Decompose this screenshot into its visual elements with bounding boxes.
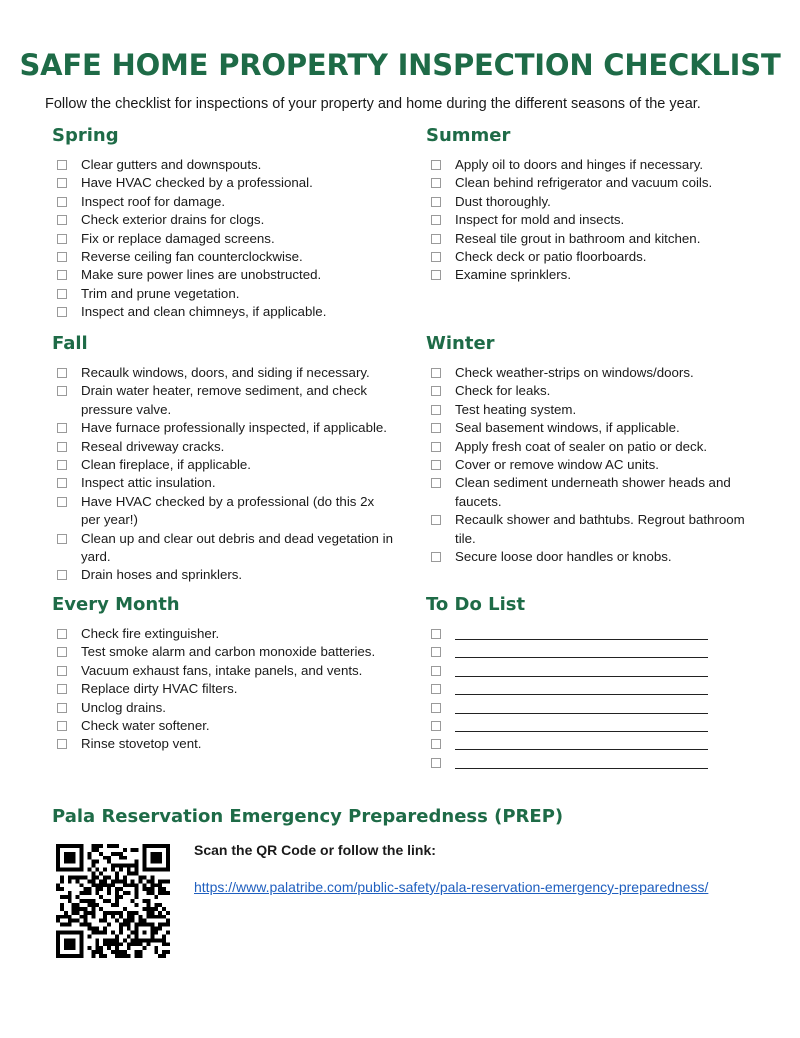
checkbox[interactable] xyxy=(57,270,67,280)
todo-blank-line[interactable] xyxy=(455,657,708,658)
checkbox[interactable] xyxy=(57,497,67,507)
checklist-item xyxy=(52,699,402,717)
checklist-item-label: Recaulk windows, doors, and siding if necessary. xyxy=(81,365,370,380)
qr-code xyxy=(56,844,170,958)
checkbox[interactable] xyxy=(431,405,441,415)
checklist-every-month xyxy=(52,625,402,754)
checkbox[interactable] xyxy=(431,178,441,188)
checkbox[interactable] xyxy=(57,289,67,299)
prep-title: Pala Reservation Emergency Preparedness (PREP) xyxy=(52,806,564,827)
checklist-item xyxy=(426,156,776,174)
checklist-item-label: Have HVAC checked by a professional. xyxy=(81,175,313,191)
checkbox[interactable] xyxy=(431,460,441,470)
checklist-summer xyxy=(426,156,776,285)
checklist-item xyxy=(52,530,397,567)
checkbox[interactable] xyxy=(57,197,67,207)
checkbox[interactable] xyxy=(431,684,441,694)
intro-text: Follow the checklist for inspections of your property and home during the different seasons of the year. xyxy=(45,96,701,112)
checkbox[interactable] xyxy=(431,270,441,280)
checklist-item xyxy=(426,474,766,511)
checklist-item-label: Trim and prune vegetation. xyxy=(81,285,240,301)
checklist-item-label: Unclog drains. xyxy=(81,699,166,715)
checklist-item xyxy=(52,156,402,174)
checkbox[interactable] xyxy=(431,442,441,452)
checklist-item-label: Test smoke alarm and carbon monoxide batteries. xyxy=(81,644,376,660)
checklist-item-label: Secure loose door handles or knobs. xyxy=(455,549,672,565)
checklist-item xyxy=(52,438,397,456)
todo-blank-line[interactable] xyxy=(455,731,708,732)
checkbox[interactable] xyxy=(57,386,67,396)
checklist-item xyxy=(52,303,402,321)
checklist-item xyxy=(426,174,776,192)
checkbox[interactable] xyxy=(57,647,67,657)
checklist-item xyxy=(52,735,402,753)
checkbox[interactable] xyxy=(57,739,67,749)
checklist-spring xyxy=(52,156,402,322)
checklist-item-label: Rinse stovetop vent. xyxy=(81,736,202,752)
checkbox[interactable] xyxy=(57,570,67,580)
checklist-item-label: Replace dirty HVAC filters. xyxy=(81,681,238,697)
checkbox[interactable] xyxy=(431,197,441,207)
checkbox[interactable] xyxy=(431,552,441,562)
checkbox[interactable] xyxy=(57,252,67,262)
checklist-item-label: Clear gutters and downspouts. xyxy=(81,157,262,172)
section-title-winter: Winter xyxy=(426,333,495,354)
checklist-item xyxy=(52,211,402,229)
todo-blank-line[interactable] xyxy=(455,749,708,750)
checklist-item xyxy=(426,230,776,248)
todo-blank-line[interactable] xyxy=(455,676,708,677)
section-title-summer: Summer xyxy=(426,125,511,146)
checkbox[interactable] xyxy=(57,307,67,317)
checkbox[interactable] xyxy=(57,684,67,694)
checkbox[interactable] xyxy=(431,721,441,731)
checkbox[interactable] xyxy=(431,386,441,396)
checklist-item-label: Have furnace professionally inspected, if applicable. xyxy=(81,420,388,436)
checklist-item xyxy=(52,474,397,492)
todo-item xyxy=(426,699,776,717)
checkbox[interactable] xyxy=(57,534,67,544)
todo-item xyxy=(426,754,776,772)
checklist-item xyxy=(426,438,766,456)
checklist-item xyxy=(52,566,397,584)
checklist-item-label: Examine sprinklers. xyxy=(455,267,572,283)
checkbox[interactable] xyxy=(57,666,67,676)
checkbox[interactable] xyxy=(57,215,67,225)
checkbox[interactable] xyxy=(431,234,441,244)
checkbox[interactable] xyxy=(431,629,441,639)
checklist-item xyxy=(52,285,402,303)
checkbox[interactable] xyxy=(57,178,67,188)
checkbox[interactable] xyxy=(431,739,441,749)
checklist-item-label: Check fire extinguisher. xyxy=(81,626,220,641)
checklist-item-label: Dust thoroughly. xyxy=(455,193,551,209)
checklist-item-label: Check water softener. xyxy=(81,718,210,734)
checklist-item-label: Fix or replace damaged screens. xyxy=(81,230,275,246)
checklist-item xyxy=(52,248,402,266)
checklist-item xyxy=(52,680,402,698)
checklist-item xyxy=(52,174,402,192)
checklist-item-label: Inspect for mold and insects. xyxy=(455,212,625,228)
checkbox[interactable] xyxy=(431,478,441,488)
checklist-item xyxy=(426,456,766,474)
checklist-item xyxy=(52,643,402,661)
section-spring xyxy=(52,124,402,322)
checklist-item xyxy=(426,266,776,284)
todo-item xyxy=(426,643,776,661)
checkbox[interactable] xyxy=(57,629,67,639)
checkbox[interactable] xyxy=(57,478,67,488)
checklist-item xyxy=(52,493,397,530)
checklist-item xyxy=(426,211,776,229)
todo-item xyxy=(426,735,776,753)
checklist-item xyxy=(52,456,397,474)
scan-instruction: Scan the QR Code or follow the link: xyxy=(194,842,436,858)
checklist-item-label: Reverse ceiling fan counterclockwise. xyxy=(81,249,303,265)
checklist-item-label: Check deck or patio floorboards. xyxy=(455,249,647,265)
checklist-item xyxy=(52,662,402,680)
checkbox[interactable] xyxy=(57,368,67,378)
checklist-item-label: Inspect attic insulation. xyxy=(81,475,216,491)
checklist-item xyxy=(426,248,776,266)
checklist-item-label: Drain hoses and sprinklers. xyxy=(81,567,243,583)
prep-link[interactable]: https://www.palatribe.com/public-safety/pala-reservation-emergency-preparedness/ xyxy=(194,879,709,895)
checklist-item xyxy=(52,230,402,248)
checklist-item-label: Check for leaks. xyxy=(455,383,551,399)
checklist-item xyxy=(426,382,766,400)
checklist-item-label: Clean up and clear out debris and dead vegetation in yard. xyxy=(81,530,393,565)
checklist-item xyxy=(426,511,766,548)
checklist-item-label: Drain water heater, remove sediment, and check pressure valve. xyxy=(81,383,368,417)
section-fall xyxy=(52,332,397,585)
checklist-fall xyxy=(52,364,397,585)
checklist-item-label: Apply fresh coat of sealer on patio or deck. xyxy=(455,438,708,454)
checkbox[interactable] xyxy=(431,215,441,225)
checklist-item-label: Reseal tile grout in bathroom and kitchen. xyxy=(455,230,701,246)
section-every-month xyxy=(52,593,402,754)
section-summer xyxy=(426,124,776,285)
checklist-item xyxy=(52,266,402,284)
todo-blank-line[interactable] xyxy=(455,694,708,695)
checklist-item xyxy=(52,419,397,437)
checklist-item-label: Check exterior drains for clogs. xyxy=(81,212,265,228)
checkbox[interactable] xyxy=(57,160,67,170)
todo-item xyxy=(426,662,776,680)
checklist-item-label: Clean sediment underneath shower heads and faucets. xyxy=(455,475,731,509)
checklist-item xyxy=(426,193,776,211)
checkbox[interactable] xyxy=(431,368,441,378)
checklist-item-label: Vacuum exhaust fans, intake panels, and vents. xyxy=(81,662,363,678)
checklist-item-label: Inspect roof for damage. xyxy=(81,193,226,209)
checklist-item-label: Make sure power lines are unobstructed. xyxy=(81,267,322,283)
checkbox[interactable] xyxy=(431,252,441,262)
checkbox[interactable] xyxy=(431,515,441,525)
todo-blank-line[interactable] xyxy=(455,713,708,714)
checklist-item xyxy=(426,401,766,419)
checklist-item xyxy=(52,364,397,382)
checkbox[interactable] xyxy=(431,647,441,657)
checkbox[interactable] xyxy=(431,666,441,676)
checkbox[interactable] xyxy=(57,703,67,713)
checklist-item-label: Clean behind refrigerator and vacuum coils. xyxy=(455,175,713,191)
checklist-item-label: Apply oil to doors and hinges if necessary. xyxy=(455,157,704,172)
checklist-item-label: Clean fireplace, if applicable. xyxy=(81,457,252,473)
checkbox[interactable] xyxy=(57,721,67,731)
checkbox[interactable] xyxy=(57,423,67,433)
checklist-winter xyxy=(426,364,766,566)
checklist-item-label: Cover or remove window AC units. xyxy=(455,457,659,473)
todo-item xyxy=(426,717,776,735)
checklist-item-label: Inspect and clean chimneys, if applicable. xyxy=(81,304,327,320)
checklist-item-label: Test heating system. xyxy=(455,401,577,417)
checkbox[interactable] xyxy=(57,442,67,452)
checklist-item xyxy=(52,193,402,211)
checklist-item xyxy=(426,364,766,382)
checklist-item xyxy=(52,625,402,643)
checkbox[interactable] xyxy=(431,758,441,768)
section-todo xyxy=(426,593,776,772)
page-title: SAFE HOME PROPERTY INSPECTION CHECKLIST xyxy=(19,48,781,82)
todo-list xyxy=(426,625,776,772)
checkbox[interactable] xyxy=(431,703,441,713)
checklist-item-label: Recaulk shower and bathtubs. Regrout bathroom tile. xyxy=(455,512,745,546)
checklist-item-label: Seal basement windows, if applicable. xyxy=(455,420,680,436)
checklist-item xyxy=(426,548,766,566)
checklist-item-label: Check weather-strips on windows/doors. xyxy=(455,365,694,380)
checklist-item xyxy=(52,382,397,419)
todo-item xyxy=(426,625,776,643)
section-title-every-month: Every Month xyxy=(52,594,180,615)
todo-blank-line[interactable] xyxy=(455,768,708,769)
checkbox[interactable] xyxy=(57,234,67,244)
checkbox[interactable] xyxy=(431,423,441,433)
checkbox[interactable] xyxy=(431,160,441,170)
checklist-item xyxy=(52,717,402,735)
section-title-todo: To Do List xyxy=(426,594,526,615)
checklist-item xyxy=(426,419,766,437)
checkbox[interactable] xyxy=(57,460,67,470)
todo-item xyxy=(426,680,776,698)
checklist-item-label: Reseal driveway cracks. xyxy=(81,438,225,454)
checklist-item-label: Have HVAC checked by a professional (do this 2x per year!) xyxy=(81,493,375,528)
section-winter xyxy=(426,332,766,566)
section-title-spring: Spring xyxy=(52,125,119,146)
todo-blank-line[interactable] xyxy=(455,639,708,640)
section-title-fall: Fall xyxy=(52,333,88,354)
